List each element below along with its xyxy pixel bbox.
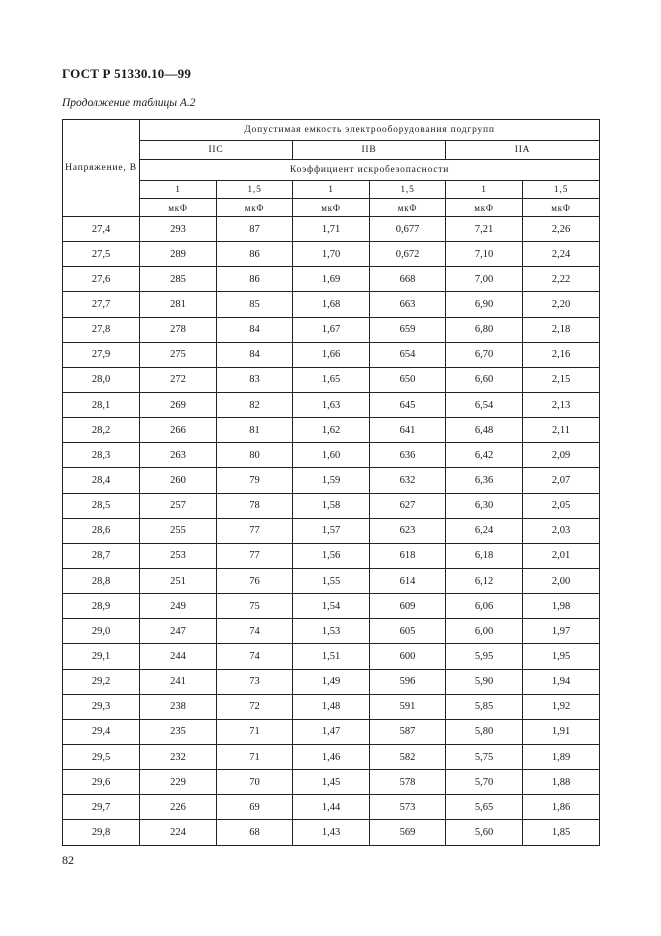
capacitance-cell: 247	[140, 619, 217, 644]
table-row	[63, 392, 600, 417]
voltage-cell: 27,9	[63, 342, 140, 367]
capacitance-cell: 650	[370, 367, 446, 392]
capacitance-cell: 1,53	[293, 619, 370, 644]
capacitance-cell: 85	[217, 292, 293, 317]
capacitance-cell: 1,48	[293, 694, 370, 719]
capacitance-cell: 249	[140, 594, 217, 619]
capacitance-cell: 84	[217, 342, 293, 367]
capacitance-cell: 600	[370, 644, 446, 669]
table-row	[63, 619, 600, 644]
capacitance-cell: 229	[140, 770, 217, 795]
capacitance-cell: 2,03	[523, 518, 600, 543]
capacitance-cell: 582	[370, 744, 446, 769]
table-row	[63, 468, 600, 493]
capacitance-cell: 1,57	[293, 518, 370, 543]
capacitance-cell: 1,95	[523, 644, 600, 669]
capacitance-cell: 263	[140, 443, 217, 468]
group-header-iia: IIA	[446, 141, 600, 160]
capacitance-cell: 238	[140, 694, 217, 719]
capacitance-cell: 2,15	[523, 367, 600, 392]
group-header-iic: IIC	[140, 141, 293, 160]
capacitance-cell: 79	[217, 468, 293, 493]
capacitance-cell: 1,97	[523, 619, 600, 644]
capacitance-cell: 5,60	[446, 820, 523, 845]
capacitance-cell: 255	[140, 518, 217, 543]
capacitance-cell: 1,55	[293, 568, 370, 593]
capacitance-cell: 1,45	[293, 770, 370, 795]
table-row	[63, 317, 600, 342]
capacitance-cell: 1,49	[293, 669, 370, 694]
unit-cell: мкФ	[293, 199, 370, 217]
capacitance-cell: 1,66	[293, 342, 370, 367]
capacitance-cell: 6,00	[446, 619, 523, 644]
capacitance-cell: 5,90	[446, 669, 523, 694]
capacitance-cell: 2,24	[523, 242, 600, 267]
capacitance-cell: 1,67	[293, 317, 370, 342]
unit-cell: мкФ	[140, 199, 217, 217]
capacitance-cell: 1,43	[293, 820, 370, 845]
capacitance-cell: 7,00	[446, 267, 523, 292]
capacitance-cell: 1,62	[293, 418, 370, 443]
capacitance-cell: 668	[370, 267, 446, 292]
capacitance-cell: 1,86	[523, 795, 600, 820]
voltage-cell: 29,7	[63, 795, 140, 820]
capacitance-cell: 2,22	[523, 267, 600, 292]
safety-factor-cell: 1	[293, 181, 370, 199]
voltage-cell: 29,1	[63, 644, 140, 669]
voltage-cell: 28,7	[63, 543, 140, 568]
table-header	[63, 120, 600, 217]
table-row	[63, 418, 600, 443]
voltage-cell: 28,5	[63, 493, 140, 518]
capacitance-cell: 2,07	[523, 468, 600, 493]
table-row	[63, 719, 600, 744]
capacitance-cell: 6,70	[446, 342, 523, 367]
document-header: ГОСТ Р 51330.10—99	[62, 66, 192, 81]
voltage-cell: 27,5	[63, 242, 140, 267]
capacitance-cell: 641	[370, 418, 446, 443]
capacitance-cell: 224	[140, 820, 217, 845]
table-row	[63, 594, 600, 619]
capacitance-cell: 81	[217, 418, 293, 443]
voltage-column-header: Напряжение, В	[63, 120, 140, 217]
table-body	[63, 217, 600, 846]
capacitance-cell: 69	[217, 795, 293, 820]
voltage-cell: 28,3	[63, 443, 140, 468]
capacitance-cell: 578	[370, 770, 446, 795]
capacitance-cell: 68	[217, 820, 293, 845]
capacitance-cell: 74	[217, 619, 293, 644]
table-row	[63, 217, 600, 242]
capacitance-cell: 7,21	[446, 217, 523, 242]
voltage-cell: 28,6	[63, 518, 140, 543]
capacitance-cell: 1,69	[293, 267, 370, 292]
table-row	[63, 543, 600, 568]
capacitance-cell: 1,71	[293, 217, 370, 242]
voltage-cell: 28,1	[63, 392, 140, 417]
capacitance-cell: 6,90	[446, 292, 523, 317]
capacitance-cell: 2,09	[523, 443, 600, 468]
table-row	[63, 342, 600, 367]
voltage-cell: 29,4	[63, 719, 140, 744]
capacitance-cell: 1,85	[523, 820, 600, 845]
capacitance-cell: 260	[140, 468, 217, 493]
safety-factor-cell: 1,5	[217, 181, 293, 199]
capacitance-cell: 2,16	[523, 342, 600, 367]
capacitance-cell: 2,26	[523, 217, 600, 242]
capacitance-cell: 645	[370, 392, 446, 417]
capacitance-cell: 1,98	[523, 594, 600, 619]
capacitance-cell: 77	[217, 518, 293, 543]
capacitance-cell: 86	[217, 242, 293, 267]
capacity-header: Допустимая емкость электрооборудования подгрупп	[140, 120, 600, 141]
group-header-iib: IIB	[293, 141, 446, 160]
capacitance-cell: 272	[140, 367, 217, 392]
capacitance-cell: 6,30	[446, 493, 523, 518]
capacitance-cell: 663	[370, 292, 446, 317]
capacitance-cell: 71	[217, 719, 293, 744]
capacitance-cell: 6,24	[446, 518, 523, 543]
capacitance-cell: 5,80	[446, 719, 523, 744]
safety-factor-header: Коэффициент искробезопасности	[140, 160, 600, 181]
capacitance-cell: 2,11	[523, 418, 600, 443]
capacitance-cell: 281	[140, 292, 217, 317]
table-row	[63, 267, 600, 292]
table-row	[63, 795, 600, 820]
table-row	[63, 518, 600, 543]
capacitance-cell: 6,06	[446, 594, 523, 619]
capacitance-cell: 569	[370, 820, 446, 845]
voltage-cell: 27,8	[63, 317, 140, 342]
capacitance-cell: 2,00	[523, 568, 600, 593]
voltage-cell: 29,3	[63, 694, 140, 719]
capacitance-cell: 623	[370, 518, 446, 543]
table-row	[63, 820, 600, 845]
capacitance-cell: 1,56	[293, 543, 370, 568]
capacitance-cell: 5,75	[446, 744, 523, 769]
capacitance-cell: 609	[370, 594, 446, 619]
unit-cell: мкФ	[217, 199, 293, 217]
table-row	[63, 644, 600, 669]
capacitance-cell: 1,91	[523, 719, 600, 744]
capacitance-cell: 6,42	[446, 443, 523, 468]
table-row	[63, 568, 600, 593]
capacitance-cell: 0,677	[370, 217, 446, 242]
capacitance-cell: 591	[370, 694, 446, 719]
capacitance-cell: 76	[217, 568, 293, 593]
capacitance-cell: 257	[140, 493, 217, 518]
capacitance-cell: 70	[217, 770, 293, 795]
capacitance-cell: 6,12	[446, 568, 523, 593]
capacitance-cell: 235	[140, 719, 217, 744]
capacitance-cell: 1,47	[293, 719, 370, 744]
table-row	[63, 292, 600, 317]
capacitance-cell: 1,89	[523, 744, 600, 769]
capacitance-cell: 1,68	[293, 292, 370, 317]
capacitance-cell: 1,65	[293, 367, 370, 392]
capacitance-cell: 77	[217, 543, 293, 568]
capacitance-cell: 632	[370, 468, 446, 493]
capacitance-cell: 1,94	[523, 669, 600, 694]
capacitance-cell: 82	[217, 392, 293, 417]
capacitance-cell: 5,65	[446, 795, 523, 820]
capacitance-cell: 251	[140, 568, 217, 593]
capacitance-cell: 73	[217, 669, 293, 694]
capacitance-cell: 2,18	[523, 317, 600, 342]
capacitance-cell: 1,60	[293, 443, 370, 468]
unit-cell: мкФ	[523, 199, 600, 217]
capacitance-cell: 6,48	[446, 418, 523, 443]
capacitance-cell: 6,36	[446, 468, 523, 493]
capacitance-cell: 226	[140, 795, 217, 820]
voltage-cell: 27,7	[63, 292, 140, 317]
capacitance-cell: 1,63	[293, 392, 370, 417]
capacitance-cell: 659	[370, 317, 446, 342]
capacitance-cell: 75	[217, 594, 293, 619]
capacitance-cell: 1,58	[293, 493, 370, 518]
table-row	[63, 493, 600, 518]
voltage-cell: 29,6	[63, 770, 140, 795]
voltage-cell: 27,6	[63, 267, 140, 292]
capacitance-cell: 293	[140, 217, 217, 242]
capacitance-cell: 1,51	[293, 644, 370, 669]
unit-cell: мкФ	[370, 199, 446, 217]
capacitance-cell: 5,70	[446, 770, 523, 795]
capacitance-cell: 78	[217, 493, 293, 518]
capacitance-cell: 1,59	[293, 468, 370, 493]
capacitance-cell: 654	[370, 342, 446, 367]
capacitance-cell: 2,05	[523, 493, 600, 518]
voltage-cell: 28,4	[63, 468, 140, 493]
capacitance-cell: 71	[217, 744, 293, 769]
voltage-cell: 29,0	[63, 619, 140, 644]
capacitance-cell: 618	[370, 543, 446, 568]
capacitance-cell: 5,95	[446, 644, 523, 669]
voltage-cell: 29,8	[63, 820, 140, 845]
capacitance-cell: 1,46	[293, 744, 370, 769]
table-row	[63, 744, 600, 769]
safety-factor-cell: 1,5	[523, 181, 600, 199]
capacitance-cell: 285	[140, 267, 217, 292]
table-row	[63, 694, 600, 719]
capacitance-cell: 84	[217, 317, 293, 342]
capacitance-cell: 587	[370, 719, 446, 744]
capacitance-cell: 1,54	[293, 594, 370, 619]
capacitance-cell: 278	[140, 317, 217, 342]
table-row	[63, 770, 600, 795]
page-number: 82	[62, 853, 74, 867]
capacitance-cell: 80	[217, 443, 293, 468]
capacitance-cell: 614	[370, 568, 446, 593]
capacitance-cell: 253	[140, 543, 217, 568]
table-row	[63, 669, 600, 694]
voltage-cell: 28,9	[63, 594, 140, 619]
table-row	[63, 242, 600, 267]
capacitance-cell: 7,10	[446, 242, 523, 267]
voltage-cell: 28,2	[63, 418, 140, 443]
capacitance-cell: 1,44	[293, 795, 370, 820]
capacitance-cell: 241	[140, 669, 217, 694]
table-caption: Продолжение таблицы А.2	[62, 97, 196, 109]
capacitance-cell: 2,01	[523, 543, 600, 568]
safety-factor-cell: 1	[446, 181, 523, 199]
capacitance-cell: 275	[140, 342, 217, 367]
capacitance-cell: 74	[217, 644, 293, 669]
capacitance-table	[62, 119, 600, 846]
capacitance-cell: 1,92	[523, 694, 600, 719]
unit-row	[63, 199, 600, 217]
safety-factor-row	[63, 181, 600, 199]
capacitance-cell: 244	[140, 644, 217, 669]
capacitance-cell: 1,88	[523, 770, 600, 795]
capacitance-cell: 289	[140, 242, 217, 267]
capacitance-cell: 2,20	[523, 292, 600, 317]
voltage-cell: 27,4	[63, 217, 140, 242]
table-row	[63, 443, 600, 468]
table-row	[63, 367, 600, 392]
capacitance-cell: 5,85	[446, 694, 523, 719]
voltage-cell: 29,5	[63, 744, 140, 769]
capacitance-cell: 636	[370, 443, 446, 468]
capacitance-cell: 269	[140, 392, 217, 417]
capacitance-cell: 87	[217, 217, 293, 242]
capacitance-cell: 266	[140, 418, 217, 443]
voltage-cell: 28,0	[63, 367, 140, 392]
unit-cell: мкФ	[446, 199, 523, 217]
capacitance-cell: 596	[370, 669, 446, 694]
safety-factor-cell: 1,5	[370, 181, 446, 199]
capacitance-cell: 627	[370, 493, 446, 518]
safety-factor-cell: 1	[140, 181, 217, 199]
capacitance-cell: 6,60	[446, 367, 523, 392]
capacitance-cell: 6,54	[446, 392, 523, 417]
capacitance-cell: 2,13	[523, 392, 600, 417]
capacitance-cell: 6,80	[446, 317, 523, 342]
capacitance-cell: 72	[217, 694, 293, 719]
capacitance-cell: 1,70	[293, 242, 370, 267]
capacitance-cell: 605	[370, 619, 446, 644]
capacitance-cell: 83	[217, 367, 293, 392]
capacitance-cell: 573	[370, 795, 446, 820]
capacitance-cell: 86	[217, 267, 293, 292]
capacitance-cell: 6,18	[446, 543, 523, 568]
voltage-cell: 29,2	[63, 669, 140, 694]
capacitance-cell: 232	[140, 744, 217, 769]
capacitance-cell: 0,672	[370, 242, 446, 267]
voltage-cell: 28,8	[63, 568, 140, 593]
